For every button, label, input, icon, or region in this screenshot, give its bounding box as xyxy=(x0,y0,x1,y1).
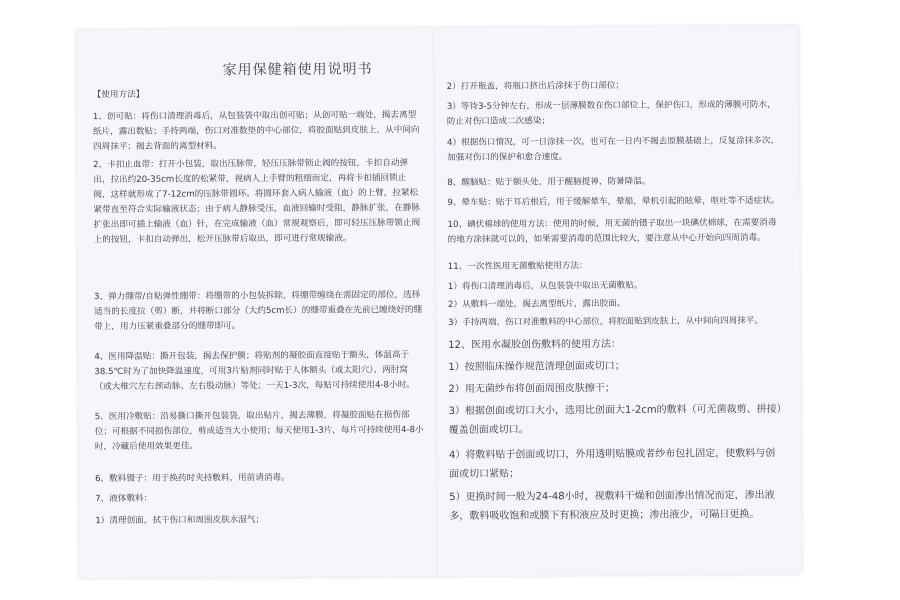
paragraph-cold-compress: 5、医用冷敷贴：沿易撕口撕开包装袋，取出贴片，揭去薄膜，将凝胶面贴在损伤部位；可根据不同损伤部位，剪成适当大小使用；每天使用1-3片，每片可持续使用4-8小时，冷藏后使用效果更佳。 xyxy=(94,410,424,453)
paragraph-hydrogel-step-3: 3）根据创面或切口大小，选用比创面大1-2cm的敷料（可无菌裁剪、拼接）覆盖创面或切口。 xyxy=(448,403,782,436)
right-column xyxy=(446,26,782,522)
paragraph-sterile-dressing: 11、一次性医用无菌敷贴使用方法： xyxy=(447,261,588,272)
paragraph-sterile-step-2: 2）从敷料一端处，揭去离型纸片，露出胶面。 xyxy=(447,298,626,310)
left-column xyxy=(92,28,424,527)
paragraph-sterile-step-3: 3）手持两端，伤口对准敷料的中心部位，将胶面贴到皮肤上，从中间向四周抹平。 xyxy=(448,316,764,328)
paragraph-cooling-patch: 4、医用降温贴：撕开包装，揭去保护膜；将贴剂的凝胶面直接贴于额头，体温高于38.5℃时为了加快降温速度，可用3片贴剂同时贴于人体额头（或太阳穴）、两肘窝（或大椎穴左右颈动脉、左右股动脉）等处；一天1-3次，每贴可持续使用4-8小时。 xyxy=(94,350,415,393)
paragraph-tweezers: 6、敷料镊子：用于换药时夹持敷料，用前请消毒。 xyxy=(95,472,290,485)
paragraph-liquid-step-1: 1）清理创面，拭干伤口和周围皮肤水湿气； xyxy=(95,515,265,527)
paragraph-tourniquet: 2、卡扣止血带：打开小包装，取出压脉带，轻压压脉带锁止阀的按钮，卡扣自动弹出，拉出约20-35cm长度的松紧带，视病人上手臂的粗细而定，再将卡扣插回锁止阀，这样就形成了7-12cm的压脉带圆环。将圆环套入病人输液（血）的上臂，拉紧松紧带直至符合实际输液状态；由于病人静脉受压，血液回输时受阻，静脉扩张，在静脉扩张出即可插上输液（血）针，在完成输液（血）常规观察后，即可轻压压脉带锁止阀上的按钮，卡扣自动弹出，松开压脉带后取出，即可进行常规输液。 xyxy=(93,158,421,246)
paragraph-liquid-step-2: 2）打开瓶盖，将瓶口挤出后涂抹于伤口部位； xyxy=(446,80,625,92)
instruction-sheet xyxy=(76,26,801,578)
paragraph-hydrogel-step-4: 4）将敷料贴于创面或切口，外用透明贴膜或者纱布包扎固定，使敷料与创面或切口紧贴； xyxy=(448,447,776,480)
paragraph-refresh-patch: 8、醒脑贴：贴于额头处，用于醒脑提神，防暑降温。 xyxy=(447,176,651,188)
paragraph-band-aid: 1、创可贴：将伤口清理消毒后，从包装袋中取出创可贴；从创可贴一端处，揭去离型纸片，露出数贴；手持两端，伤口对准数垫的中心部位，将胶面贴到皮肤上，从中间向四周抹平；揭去背面的离型材料。 xyxy=(92,110,420,153)
paragraph-hydrogel-step-5: 5）更换时间一般为24-48小时，视敷料干燥和创面渗出情况而定，渗出液多，敷料吸收饱和或膜下有积液应及时更换；渗出液少，可隔日更换。 xyxy=(449,489,775,522)
paragraph-iodine-cotton: 10、碘伏棉球的使用方法：使用的时候，用无菌的镊子取出一块碘伏棉球，在需要消毒的地方涂抹就可以的，如果需要消毒的范围比较大，要注意从中心开始向四周消毒。 xyxy=(447,217,777,245)
section-heading: 【使用方法】 xyxy=(92,89,145,101)
page-fold xyxy=(433,28,438,576)
paragraph-motion-sickness-patch: 9、晕车贴：贴于耳后根后，用于缓解晕车，晕船，晕机引起的眩晕，呕吐等不适症状。 xyxy=(447,195,780,208)
paragraph-hydrogel-step-2: 2）用无菌纱布将创面周围皮肤擦干； xyxy=(448,382,615,395)
paragraph-elastic-bandage: 3、弹力绷带/自粘弹性绷带：将绷带的小包装拆除，将绷带缠绕在需固定的部位，选择适当的长度拉（剪）断，并将断口部分（大约5cm长）的绷带重叠在先前已缠绕好的绷带上，用力压紧重叠部分的绷带即可。 xyxy=(93,290,423,333)
paragraph-hydrogel-step-1: 1）按照临床操作规范清理创面或切口； xyxy=(448,360,625,373)
document-title: 家用保健箱使用说明书 xyxy=(222,61,373,79)
paragraph-liquid-step-4: 4）根据伤口情况，可一日涂抹一次，也可在一日内不揭去原膜基础上，反复涂抹多次，加强对伤口的保护和愈合速度。 xyxy=(446,135,780,163)
paragraph-sterile-step-1: 1）将伤口清理消毒后，从包装袋中取出无菌敷贴。 xyxy=(447,280,643,292)
paragraph-hydrogel-heading: 12、医用水凝胶创伤敷料的使用方法： xyxy=(448,338,622,351)
paragraph-liquid-dressing: 7、液体敷料： xyxy=(95,493,153,505)
paragraph-liquid-step-3: 3）等待3-5分钟左右，形成一层薄膜数在伤口部位上，保护伤口，形成的薄膜可防水，防止对伤口造成二次感染； xyxy=(446,99,776,127)
